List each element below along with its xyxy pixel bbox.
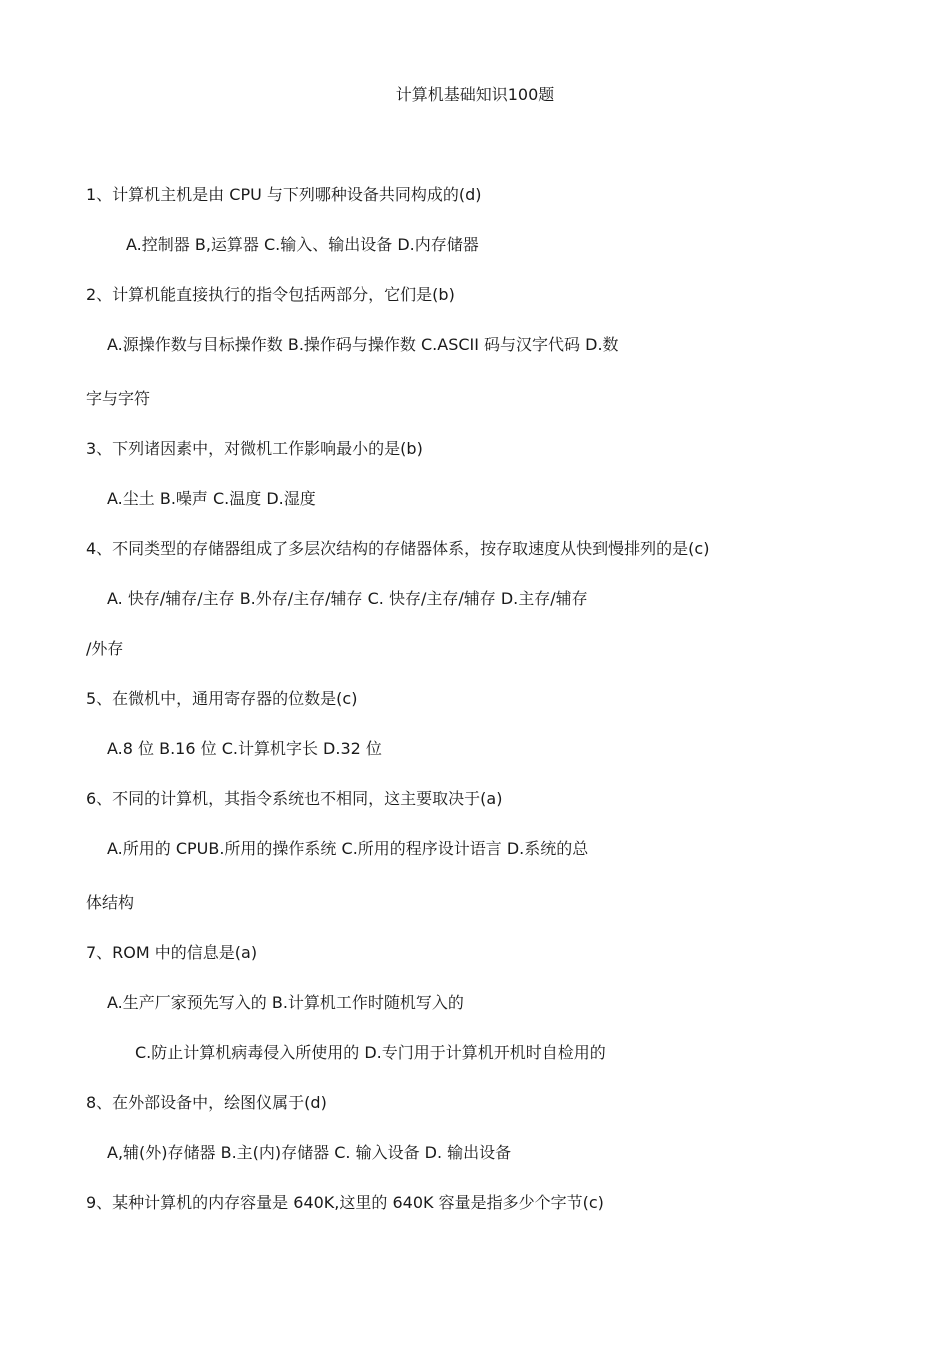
question-2-options: A.源操作数与目标操作数 B.操作码与操作数 C.ASCII 码与汉字代码 D.数 (107, 335, 619, 354)
question-7: 7、ROM 中的信息是(a) (86, 943, 258, 962)
question-1: 1、计算机主机是由 CPU 与下列哪种设备共同构成的(d) (86, 185, 482, 204)
question-3-options: A.尘土 B.噪声 C.温度 D.湿度 (107, 489, 316, 508)
question-5-options: A.8 位 B.16 位 C.计算机字长 D.32 位 (107, 739, 382, 758)
page-title: 计算机基础知识100题 (395, 85, 555, 104)
question-7-options: A.生产厂家预先写入的 B.计算机工作时随机写入的 (107, 993, 464, 1012)
question-2: 2、计算机能直接执行的指令包括两部分，它们是(b) (86, 285, 455, 304)
question-8: 8、在外部设备中，绘图仪属于(d) (86, 1093, 327, 1112)
question-6-options-continued: 体结构 (86, 893, 135, 912)
question-9: 9、某种计算机的内存容量是 640K,这里的 640K 容量是指多少个字节(c) (86, 1193, 604, 1212)
question-7-options-continued: C.防止计算机病毒侵入所使用的 D.专门用于计算机开机时自检用的 (135, 1043, 606, 1062)
question-4-options: A. 快存/辅存/主存 B.外存/主存/辅存 C. 快存/主存/辅存 D.主存/辅存 (107, 589, 588, 608)
question-4-options-continued: /外存 (86, 639, 124, 658)
question-6-options: A.所用的 CPUB.所用的操作系统 C.所用的程序设计语言 D.系统的总 (107, 839, 589, 858)
question-4: 4、不同类型的存储器组成了多层次结构的存储器体系，按存取速度从快到慢排列的是(c) (86, 539, 710, 558)
question-3: 3、下列诸因素中，对微机工作影响最小的是(b) (86, 439, 423, 458)
question-2-options-continued: 字与字符 (86, 389, 151, 408)
question-1-options: A.控制器 B,运算器 C.输入、输出设备 D.内存储器 (126, 235, 479, 254)
question-5: 5、在微机中，通用寄存器的位数是(c) (86, 689, 358, 708)
question-6: 6、不同的计算机，其指令系统也不相同，这主要取决于(a) (86, 789, 503, 808)
question-8-options: A,辅(外)存储器 B.主(内)存储器 C. 输入设备 D. 输出设备 (107, 1143, 512, 1162)
